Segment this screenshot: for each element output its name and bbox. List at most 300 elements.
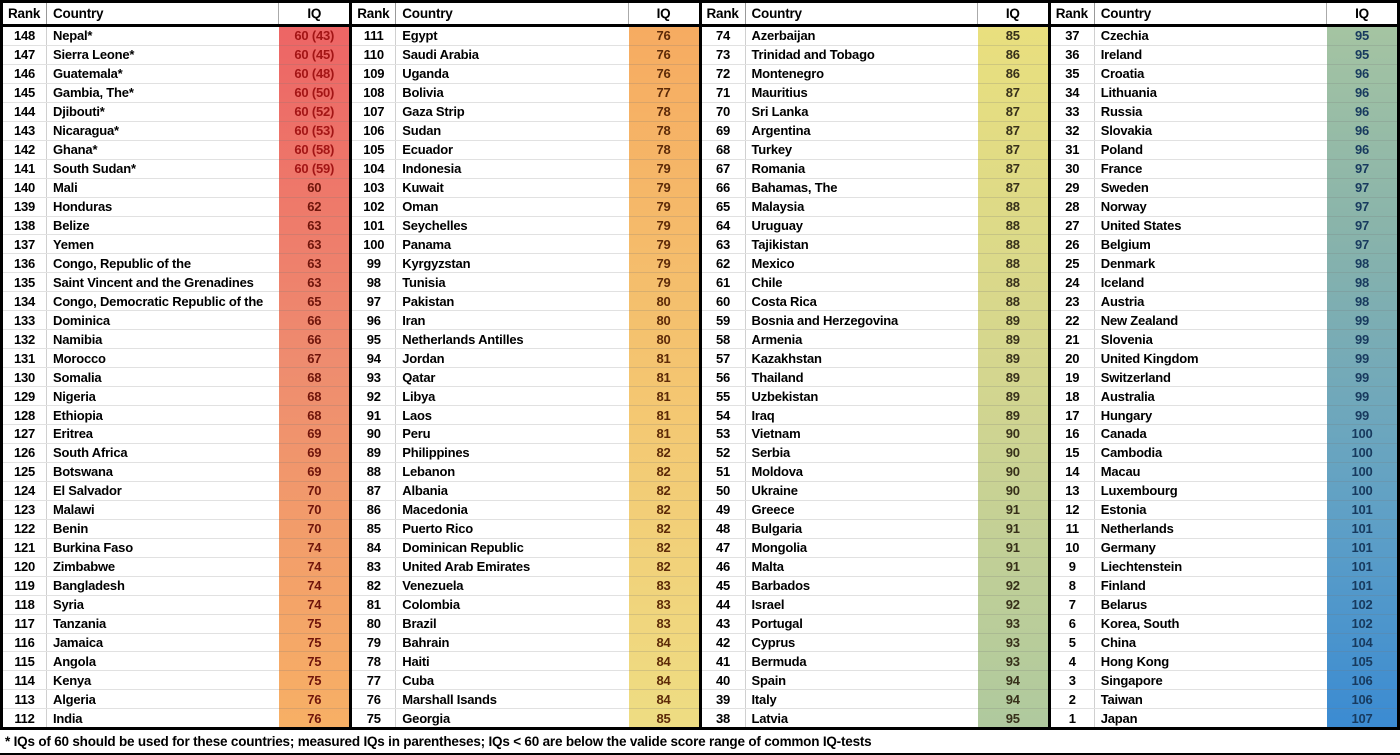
table-row (352, 709, 698, 727)
country-cell: Ethiopia (53, 407, 103, 423)
rank-cell: 41 (702, 652, 746, 670)
country-cell: Switzerland (1100, 369, 1171, 385)
rank-cell: 82 (352, 577, 396, 595)
country-cell: United Kingdom (1100, 350, 1199, 366)
country-cell: Chile (751, 274, 783, 290)
rank-cell: 62 (702, 254, 746, 272)
iq-cell: 93 (1005, 634, 1020, 650)
country-cell: Syria (53, 597, 84, 613)
table-row (1051, 103, 1397, 122)
rank-cell: 101 (352, 217, 396, 235)
rank-cell: 10 (1051, 539, 1095, 557)
rank-cell: 115 (3, 652, 47, 670)
table-row (3, 349, 349, 368)
rank-cell: 141 (3, 160, 47, 178)
country-cell: Djibouti* (53, 104, 105, 120)
rank-cell: 34 (1051, 84, 1095, 102)
iq-cell: 99 (1354, 369, 1370, 385)
table-row (3, 444, 349, 463)
rank-cell: 30 (1051, 160, 1095, 178)
rank-cell: 91 (352, 406, 396, 424)
country-cell: Congo, Democratic Republic of the (53, 293, 264, 309)
iq-cell: 87 (1005, 104, 1020, 120)
country-cell: Macau (1100, 464, 1141, 480)
table-row (1051, 615, 1397, 634)
country-cell: Greece (751, 502, 795, 518)
iq-cell: 95 (1354, 47, 1370, 63)
country-cell: Kyrgyzstan (402, 255, 471, 271)
country-cell: Saint Vincent and the Grenadines (53, 274, 254, 290)
country-cell: Albania (402, 483, 448, 499)
iq-cell: 82 (656, 502, 671, 518)
rank-cell: 37 (1051, 27, 1095, 45)
iq-cell: 90 (1005, 483, 1020, 499)
iq-cell: 97 (1354, 161, 1370, 177)
iq-cell: 89 (1005, 331, 1020, 347)
iq-cell: 89 (1005, 350, 1020, 366)
iq-cell: 102 (1351, 616, 1373, 632)
table-row (352, 84, 698, 103)
iq-cell: 100 (1351, 464, 1373, 480)
rank-cell: 26 (1051, 235, 1095, 253)
country-cell: Morocco (53, 350, 106, 366)
country-cell: Uganda (402, 66, 449, 82)
country-cell: Iran (402, 312, 426, 328)
country-cell: Jamaica (53, 634, 103, 650)
iq-cell: 99 (1354, 388, 1370, 404)
table-row (352, 520, 698, 539)
country-cell: Mauritius (751, 85, 808, 101)
table-row (702, 615, 1048, 634)
country-cell: Marshall Isands (402, 691, 497, 707)
table-row (352, 501, 698, 520)
country-cell: China (1100, 634, 1136, 650)
table-row (1051, 122, 1397, 141)
country-cell: Bahrain (402, 634, 450, 650)
country-cell: Denmark (1100, 255, 1155, 271)
table-row (1051, 520, 1397, 539)
header-rank: Rank (702, 3, 746, 24)
rank-cell: 108 (352, 84, 396, 102)
table-row (3, 520, 349, 539)
iq-cell: 83 (656, 597, 671, 613)
country-cell: Germany (1100, 540, 1156, 556)
rank-cell: 86 (352, 501, 396, 519)
iq-cell: 100 (1351, 445, 1373, 461)
table-row (702, 671, 1048, 690)
rank-cell: 49 (702, 501, 746, 519)
rank-cell: 33 (1051, 103, 1095, 121)
iq-cell: 101 (1351, 502, 1373, 518)
country-cell: Zimbabwe (53, 559, 115, 575)
rank-cell: 95 (352, 330, 396, 348)
table-row (702, 311, 1048, 330)
table-row (1051, 406, 1397, 425)
country-cell: Sri Lanka (751, 104, 809, 120)
table-row (3, 387, 349, 406)
country-cell: Canada (1100, 426, 1147, 442)
country-cell: Latvia (751, 710, 788, 726)
header-country: Country (47, 3, 279, 24)
iq-cell: 69 (307, 445, 322, 461)
table-row (702, 520, 1048, 539)
table-row (702, 690, 1048, 709)
iq-cell: 97 (1354, 180, 1370, 196)
rank-cell: 145 (3, 84, 47, 102)
iq-cell: 76 (307, 691, 322, 707)
rank-cell: 94 (352, 349, 396, 367)
iq-cell: 100 (1351, 483, 1373, 499)
iq-cell: 82 (656, 559, 671, 575)
country-cell: Seychelles (402, 218, 468, 233)
country-cell: Croatia (1100, 66, 1145, 82)
iq-cell: 91 (1005, 521, 1020, 537)
table-row (3, 273, 349, 292)
country-cell: Malawi (53, 502, 95, 518)
rank-cell: 92 (352, 387, 396, 405)
rank-cell: 32 (1051, 122, 1095, 140)
table-row (702, 330, 1048, 349)
country-cell: Tunisia (402, 274, 446, 290)
rank-cell: 43 (702, 615, 746, 633)
rank-cell: 63 (702, 235, 746, 253)
iq-cell: 101 (1351, 578, 1373, 594)
iq-cell: 80 (656, 312, 671, 328)
country-cell: Sierra Leone* (53, 47, 135, 63)
rank-cell: 72 (702, 65, 746, 83)
table-row (352, 311, 698, 330)
iq-cell: 85 (1005, 28, 1020, 44)
header-iq: IQ (307, 6, 322, 21)
country-cell: Netherlands Antilles (402, 331, 524, 347)
country-cell: Mongolia (751, 540, 807, 556)
iq-cell: 76 (656, 47, 671, 63)
table-row (702, 596, 1048, 615)
rank-cell: 136 (3, 254, 47, 272)
country-cell: Sudan (402, 123, 441, 139)
rank-cell: 142 (3, 141, 47, 159)
country-cell: Gaza Strip (402, 104, 465, 120)
country-cell: Namibia (53, 331, 103, 347)
country-cell: Italy (751, 691, 777, 707)
table-row (1051, 463, 1397, 482)
iq-cell: 60 (43) (294, 28, 335, 44)
rank-cell: 15 (1051, 444, 1095, 462)
table-row (3, 671, 349, 690)
rank-cell: 137 (3, 235, 47, 253)
rank-cell: 14 (1051, 463, 1095, 481)
rank-cell: 102 (352, 198, 396, 216)
table-row (352, 652, 698, 671)
iq-cell: 60 (45) (294, 47, 335, 63)
rank-cell: 140 (3, 179, 47, 197)
table-row (352, 539, 698, 558)
table-row (3, 103, 349, 122)
table-row (1051, 65, 1397, 84)
rank-cell: 147 (3, 46, 47, 64)
table-row (702, 273, 1048, 292)
rank-cell: 130 (3, 368, 47, 386)
iq-cell: 105 (1351, 653, 1373, 669)
iq-cell: 89 (1005, 388, 1020, 404)
table-row (3, 235, 349, 254)
table-row (1051, 160, 1397, 179)
country-cell: Honduras (53, 199, 113, 215)
rank-cell: 8 (1051, 577, 1095, 595)
iq-cell: 81 (656, 426, 671, 442)
table-row (352, 463, 698, 482)
country-cell: France (1100, 161, 1143, 177)
iq-cell: 107 (1351, 710, 1373, 726)
rank-cell: 134 (3, 292, 47, 310)
rank-cell: 58 (702, 330, 746, 348)
iq-cell: 86 (1005, 47, 1020, 63)
country-cell: Brazil (402, 616, 437, 632)
rank-cell: 100 (352, 235, 396, 253)
iq-cell: 80 (656, 293, 671, 309)
table-row (702, 27, 1048, 46)
rank-cell: 44 (702, 596, 746, 614)
rank-cell: 39 (702, 690, 746, 708)
rank-cell: 68 (702, 141, 746, 159)
rank-cell: 122 (3, 520, 47, 538)
country-cell: Armenia (751, 331, 803, 347)
rank-cell: 112 (3, 709, 47, 727)
country-cell: Norway (1100, 199, 1147, 215)
country-cell: El Salvador (53, 483, 122, 499)
rank-cell: 53 (702, 425, 746, 443)
country-cell: Bosnia and Herzegovina (751, 312, 899, 328)
header-row (702, 3, 1048, 27)
table-row (702, 235, 1048, 254)
header-row (1051, 3, 1397, 27)
rank-cell: 80 (352, 615, 396, 633)
table-row (352, 103, 698, 122)
table-row (352, 596, 698, 615)
table-row (1051, 634, 1397, 653)
country-cell: Georgia (402, 710, 450, 726)
country-cell: Cyprus (751, 634, 796, 650)
iq-cell: 63 (307, 255, 322, 271)
iq-cell: 91 (1005, 559, 1020, 575)
rank-cell: 128 (3, 406, 47, 424)
country-cell: Uruguay (751, 218, 803, 233)
table-row (1051, 217, 1397, 236)
rank-cell: 78 (352, 652, 396, 670)
table-row (352, 27, 698, 46)
country-cell: Romania (751, 161, 806, 177)
rank-cell: 28 (1051, 198, 1095, 216)
rank-cell: 66 (702, 179, 746, 197)
rank-cell: 114 (3, 671, 47, 689)
rank-cell: 55 (702, 387, 746, 405)
iq-cell: 96 (1354, 142, 1370, 158)
iq-cell: 81 (656, 350, 671, 366)
rank-cell: 121 (3, 539, 47, 557)
rank-cell: 19 (1051, 368, 1095, 386)
header-country: Country (1095, 3, 1327, 24)
table-row (3, 122, 349, 141)
rank-cell: 113 (3, 690, 47, 708)
table-row (1051, 652, 1397, 671)
rank-cell: 20 (1051, 349, 1095, 367)
table-row (1051, 596, 1397, 615)
rank-cell: 81 (352, 596, 396, 614)
table-column-block-2 (349, 3, 698, 727)
iq-cell: 92 (1005, 597, 1020, 613)
iq-cell: 69 (307, 426, 322, 442)
iq-cell: 83 (656, 578, 671, 594)
country-cell: Slovenia (1100, 331, 1153, 347)
country-cell: Ghana* (53, 142, 98, 158)
country-cell: Uzbekistan (751, 388, 819, 404)
country-cell: Sweden (1100, 180, 1149, 196)
country-cell: Malaysia (751, 199, 805, 215)
rank-cell: 59 (702, 311, 746, 329)
country-cell: Puerto Rico (402, 521, 474, 537)
table-row (352, 425, 698, 444)
rank-cell: 3 (1051, 671, 1095, 689)
header-country: Country (746, 3, 978, 24)
table-row (702, 179, 1048, 198)
table-row (702, 84, 1048, 103)
country-cell: Estonia (1100, 502, 1147, 518)
country-cell: Russia (1100, 104, 1143, 120)
rank-cell: 9 (1051, 558, 1095, 576)
rank-cell: 65 (702, 198, 746, 216)
iq-cell: 75 (307, 653, 322, 669)
rank-cell: 93 (352, 368, 396, 386)
table-row (352, 254, 698, 273)
iq-cell: 60 (59) (294, 161, 335, 177)
table-row (702, 292, 1048, 311)
table-row (1051, 709, 1397, 727)
iq-cell: 87 (1005, 161, 1020, 177)
iq-cell: 91 (1005, 540, 1020, 556)
header-iq: IQ (656, 6, 671, 21)
iq-cell: 94 (1005, 691, 1020, 707)
table-row (1051, 482, 1397, 501)
iq-cell: 99 (1354, 312, 1370, 328)
table-row (352, 273, 698, 292)
iq-cell: 68 (307, 388, 322, 404)
rank-cell: 25 (1051, 254, 1095, 272)
country-cell: Portugal (751, 616, 803, 632)
table-row (3, 254, 349, 273)
table-row (352, 349, 698, 368)
table-row (3, 160, 349, 179)
iq-cell: 74 (307, 540, 322, 556)
rank-cell: 118 (3, 596, 47, 614)
rank-cell: 47 (702, 539, 746, 557)
rank-cell: 51 (702, 463, 746, 481)
rank-cell: 87 (352, 482, 396, 500)
country-cell: Ukraine (751, 483, 798, 499)
iq-cell: 68 (307, 407, 322, 423)
rank-cell: 46 (702, 558, 746, 576)
iq-cell: 70 (307, 483, 322, 499)
rank-cell: 89 (352, 444, 396, 462)
country-cell: Dominica (53, 312, 110, 328)
table-row (352, 690, 698, 709)
rank-cell: 64 (702, 217, 746, 235)
rank-cell: 29 (1051, 179, 1095, 197)
table-row (3, 577, 349, 596)
table-row (352, 368, 698, 387)
iq-cell: 84 (656, 634, 671, 650)
iq-cell: 92 (1005, 578, 1020, 594)
table-row (702, 577, 1048, 596)
iq-cell: 76 (307, 710, 322, 726)
country-cell: Argentina (751, 123, 811, 139)
iq-cell: 106 (1351, 691, 1373, 707)
iq-cell: 95 (1005, 710, 1020, 726)
table-row (702, 368, 1048, 387)
table-row (1051, 558, 1397, 577)
table-row (1051, 330, 1397, 349)
table-row (1051, 539, 1397, 558)
iq-cell: 96 (1354, 66, 1370, 82)
iq-cell: 84 (656, 672, 671, 688)
table-row (702, 141, 1048, 160)
rank-cell: 111 (352, 27, 396, 45)
country-cell: Peru (402, 426, 431, 442)
table-row (702, 652, 1048, 671)
country-cell: Netherlands (1100, 521, 1174, 537)
rank-cell: 109 (352, 65, 396, 83)
iq-cell: 104 (1351, 634, 1373, 650)
table-row (3, 596, 349, 615)
country-cell: Jordan (402, 350, 445, 366)
rank-cell: 1 (1051, 709, 1095, 727)
rank-cell: 105 (352, 141, 396, 159)
iq-cell: 99 (1354, 407, 1370, 423)
table-row (702, 406, 1048, 425)
table-row (1051, 349, 1397, 368)
iq-cell: 79 (656, 199, 671, 215)
table-row (1051, 273, 1397, 292)
iq-cell: 63 (307, 218, 322, 233)
country-cell: Angola (53, 653, 96, 669)
table-row (702, 65, 1048, 84)
iq-cell: 82 (656, 540, 671, 556)
country-cell: Belgium (1100, 236, 1151, 252)
country-cell: Indonesia (402, 161, 462, 177)
country-cell: Panama (402, 236, 451, 252)
table-row (352, 235, 698, 254)
header-iq: IQ (1355, 6, 1369, 21)
country-cell: Slovakia (1100, 123, 1152, 139)
rank-cell: 52 (702, 444, 746, 462)
table-row (1051, 444, 1397, 463)
country-cell: Austria (1100, 293, 1145, 309)
table-row (702, 217, 1048, 236)
table-row (352, 406, 698, 425)
iq-cell: 82 (656, 521, 671, 537)
table-row (1051, 671, 1397, 690)
country-cell: Iceland (1100, 274, 1145, 290)
iq-cell: 69 (307, 464, 322, 480)
country-cell: Kazakhstan (751, 350, 822, 366)
iq-cell: 76 (656, 66, 671, 82)
rank-cell: 135 (3, 273, 47, 291)
country-cell: Serbia (751, 445, 791, 461)
rank-cell: 74 (702, 27, 746, 45)
iq-cell: 74 (307, 559, 322, 575)
rank-cell: 88 (352, 463, 396, 481)
table-row (702, 463, 1048, 482)
iq-cell: 90 (1005, 426, 1020, 442)
